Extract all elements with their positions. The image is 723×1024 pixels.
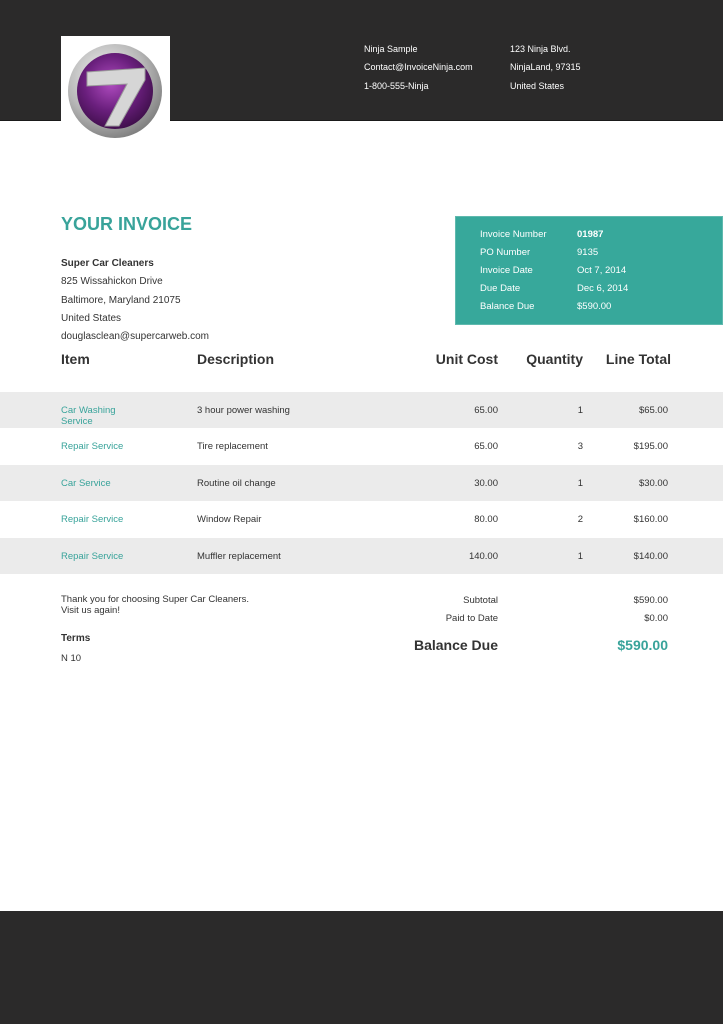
balance-due-value: $590.00 xyxy=(577,301,612,312)
row-unit-cost: 80.00 xyxy=(474,514,498,525)
terms-label: Terms xyxy=(61,633,91,644)
row-line-total: $140.00 xyxy=(633,551,668,562)
column-header-unit-cost: Unit Cost xyxy=(435,351,498,367)
row-item: Repair Service xyxy=(61,551,124,562)
company-country: United States xyxy=(510,80,565,91)
row-item: Car Service xyxy=(61,478,111,489)
company-email: Contact@InvoiceNinja.com xyxy=(364,62,473,73)
company-address-line2: NinjaLand, 97315 xyxy=(510,62,581,73)
row-description: 3 hour power washing xyxy=(197,405,290,416)
invoice-number-label: Invoice Number xyxy=(480,229,547,240)
row-unit-cost: 30.00 xyxy=(474,478,498,489)
row-line-total: $195.00 xyxy=(633,441,668,452)
column-header-quantity: Quantity xyxy=(526,351,583,367)
column-header-item: Item xyxy=(61,351,90,367)
company-address xyxy=(510,40,581,95)
client-city: Baltimore, Maryland 21075 xyxy=(61,294,181,306)
row-item: Car Washing Service xyxy=(61,405,116,427)
row-line-total: $160.00 xyxy=(633,514,668,525)
column-header-line-total: Line Total xyxy=(605,351,671,367)
notes-line1: Thank you for choosing Super Car Cleaners. xyxy=(61,594,249,605)
invoice-details-box xyxy=(455,216,723,325)
row-unit-cost: 65.00 xyxy=(474,441,498,452)
row-line-total: $65.00 xyxy=(638,405,668,416)
row-quantity: 2 xyxy=(577,514,583,525)
paid-to-date-value: $0.00 xyxy=(644,613,668,624)
company-name: Ninja Sample xyxy=(364,44,418,54)
row-quantity: 1 xyxy=(577,478,583,489)
table-row xyxy=(0,501,723,537)
client-info xyxy=(61,255,209,346)
row-description: Routine oil change xyxy=(197,478,276,489)
balance-due-total-value: $590.00 xyxy=(617,637,668,653)
invoice-notes xyxy=(61,595,249,616)
company-info xyxy=(364,40,473,95)
row-line-total: $30.00 xyxy=(638,478,668,489)
invoice-number-value: 01987 xyxy=(577,229,604,240)
client-name: Super Car Cleaners xyxy=(61,258,154,269)
row-description: Tire replacement xyxy=(197,441,268,452)
due-date-label: Due Date xyxy=(480,283,521,294)
invoice-date-label: Invoice Date xyxy=(480,265,533,276)
po-number-value: 9135 xyxy=(577,247,599,258)
company-address-line1: 123 Ninja Blvd. xyxy=(510,44,571,54)
balance-due-label: Balance Due xyxy=(480,301,535,312)
row-description: Muffler replacement xyxy=(197,551,281,562)
terms-value: N 10 xyxy=(61,653,82,664)
row-quantity: 1 xyxy=(577,551,583,562)
row-quantity: 1 xyxy=(577,405,583,416)
po-number-label: PO Number xyxy=(480,247,531,258)
client-street: 825 Wissahickon Drive xyxy=(61,276,163,288)
table-row xyxy=(0,538,723,574)
row-unit-cost: 140.00 xyxy=(468,551,498,562)
client-country: United States xyxy=(61,312,122,324)
logo-seven-icon xyxy=(61,36,170,142)
row-item: Repair Service xyxy=(61,514,124,525)
row-item: Repair Service xyxy=(61,441,124,452)
row-quantity: 3 xyxy=(577,441,583,452)
table-row xyxy=(0,428,723,464)
column-header-description: Description xyxy=(197,351,275,367)
table-row xyxy=(0,392,723,428)
due-date-value: Dec 6, 2014 xyxy=(577,283,629,294)
client-email: douglasclean@supercarweb.com xyxy=(61,331,210,343)
company-logo xyxy=(61,36,170,142)
paid-to-date-label: Paid to Date xyxy=(445,613,498,624)
row-unit-cost: 65.00 xyxy=(474,405,498,416)
notes-line2: Visit us again! xyxy=(61,604,120,616)
subtotal-value: $590.00 xyxy=(633,595,668,606)
invoice-footer xyxy=(0,911,723,1024)
invoice-date-value: Oct 7, 2014 xyxy=(577,265,627,276)
invoice-header xyxy=(0,0,723,121)
invoice-title: YOUR INVOICE xyxy=(61,214,193,234)
balance-due-total-label: Balance Due xyxy=(413,637,498,653)
row-description: Window Repair xyxy=(197,514,262,525)
subtotal-label: Subtotal xyxy=(463,595,498,606)
company-phone: 1-800-555-Ninja xyxy=(364,80,429,91)
table-row xyxy=(0,465,723,501)
